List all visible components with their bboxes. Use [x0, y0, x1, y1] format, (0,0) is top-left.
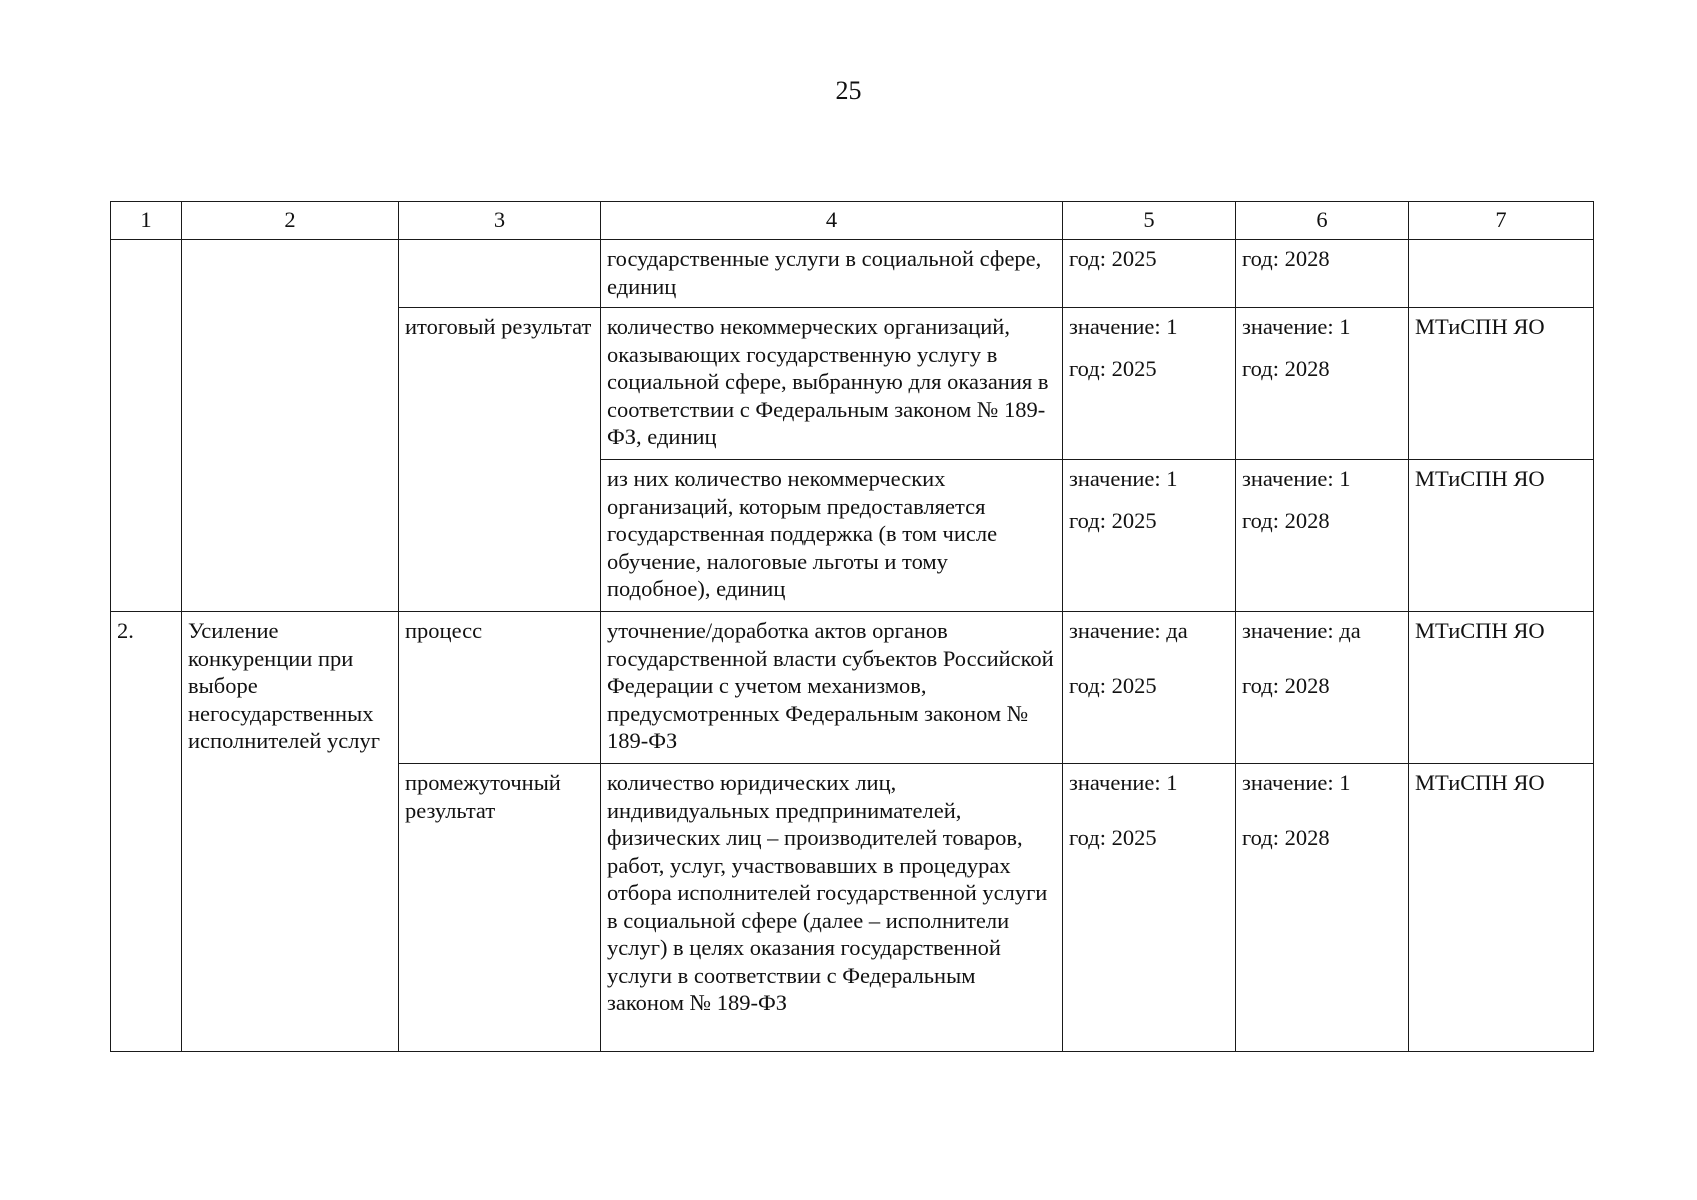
responsible-cell — [1409, 240, 1594, 308]
year-2025: год: 2025 — [1069, 824, 1157, 850]
row-number-cell: 2. — [111, 612, 182, 1052]
header-col-2: 2 — [182, 202, 399, 240]
target-2028-cell — [1236, 240, 1409, 308]
table-header-row — [111, 202, 1594, 240]
year-2025: год: 2025 — [1069, 355, 1157, 381]
value-2025: значение: 1 — [1069, 466, 1178, 491]
page-number: 25 — [835, 76, 862, 105]
row-number-cell — [111, 240, 182, 612]
value-2028: значение: 1 — [1242, 466, 1351, 491]
indicator-cell: количество юридических лиц, индивидуальных предпринимателей, физических лиц – производителей товаров, работ, услуг, участвовавших в процедурах отбора исполнителей государственной услуги в социальной сфере (далее – исполнители услуг) в целях оказания государственной услуги в соответствии с Федеральным законом № 189-ФЗ — [601, 764, 1063, 1052]
result-type-cell: процесс — [399, 612, 601, 764]
responsible-cell: МТиСПН ЯО — [1409, 460, 1594, 612]
task-cell: Усиление конкуренции при выборе негосударственных исполнителей услуг — [182, 612, 399, 1052]
result-type-cell: итоговый результат — [399, 308, 601, 612]
table-row — [111, 240, 1594, 308]
responsible-cell: МТиСПН ЯО — [1409, 308, 1594, 460]
target-2028-cell — [1236, 612, 1409, 764]
target-2025-cell — [1063, 240, 1236, 308]
year-2025: год: 2025 — [1069, 246, 1157, 271]
value-2025: значение: 1 — [1069, 314, 1178, 339]
year-2028: год: 2028 — [1242, 824, 1330, 850]
target-2028-cell — [1236, 764, 1409, 1052]
year-2028: год: 2028 — [1242, 672, 1330, 698]
target-2028-cell — [1236, 460, 1409, 612]
target-2025-cell — [1063, 612, 1236, 764]
value-2028: значение: да — [1242, 618, 1361, 643]
target-2025-cell — [1063, 460, 1236, 612]
task-cell — [182, 240, 399, 612]
year-2025: год: 2025 — [1069, 507, 1157, 533]
value-2025: значение: да — [1069, 618, 1188, 643]
target-2025-cell — [1063, 764, 1236, 1052]
header-col-5: 5 — [1063, 202, 1236, 240]
indicators-table — [110, 201, 1594, 1052]
target-2028-cell — [1236, 308, 1409, 460]
result-type-cell — [399, 240, 601, 308]
value-2028: значение: 1 — [1242, 314, 1351, 339]
year-2028: год: 2028 — [1242, 246, 1330, 271]
header-col-1: 1 — [111, 202, 182, 240]
year-2025: год: 2025 — [1069, 672, 1157, 698]
value-2028: значение: 1 — [1242, 770, 1351, 795]
header-col-7: 7 — [1409, 202, 1594, 240]
responsible-cell: МТиСПН ЯО — [1409, 764, 1594, 1052]
header-col-3: 3 — [399, 202, 601, 240]
indicator-cell: государственные услуги в социальной сфере, единиц — [601, 240, 1063, 308]
header-col-6: 6 — [1236, 202, 1409, 240]
value-2025: значение: 1 — [1069, 770, 1178, 795]
result-type-cell: промежуточный результат — [399, 764, 601, 1052]
year-2028: год: 2028 — [1242, 355, 1330, 381]
indicator-cell: уточнение/доработка актов органов государственной власти субъектов Российской Федерации с учетом механизмов, предусмотренных Федеральным законом № 189-ФЗ — [601, 612, 1063, 764]
target-2025-cell — [1063, 308, 1236, 460]
indicator-cell: количество некоммерческих организаций, оказывающих государственную услугу в социальной сфере, выбранную для оказания в соответствии с Федеральным законом № 189-ФЗ, единиц — [601, 308, 1063, 460]
table-row — [111, 612, 1594, 764]
indicator-cell: из них количество некоммерческих организаций, которым предоставляется государственная поддержка (в том числе обучение, налоговые льготы и тому подобное), единиц — [601, 460, 1063, 612]
year-2028: год: 2028 — [1242, 507, 1330, 533]
responsible-cell: МТиСПН ЯО — [1409, 612, 1594, 764]
header-col-4: 4 — [601, 202, 1063, 240]
